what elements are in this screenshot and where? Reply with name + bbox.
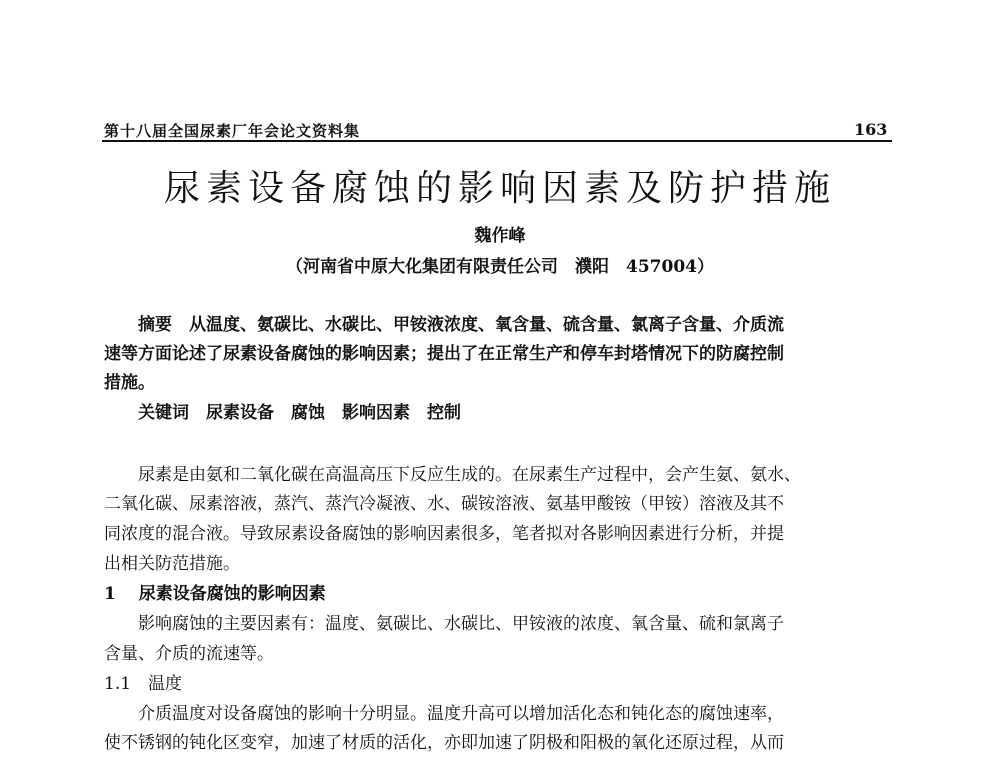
section1-line: 含量、介质的流速等。 [104, 644, 274, 664]
intro-line: 同浓度的混合液。导致尿素设备腐蚀的影响因素很多，笔者拟对各影响因素进行分析，并提 [104, 524, 784, 544]
paper-title: 尿素设备腐蚀的影响因素及防护措施 [163, 168, 836, 209]
section1-line: 影响腐蚀的主要因素有：温度、氨碳比、水碳比、甲铵液的浓度、氧含量、硫和氯离子 [104, 614, 784, 634]
header-rule [102, 140, 892, 142]
section11-line: 介质温度对设备腐蚀的影响十分明显。温度升高可以增加活化态和钝化态的腐蚀速率， [104, 704, 784, 724]
running-header-journal: 第十八届全国尿素厂年会论文资料集 [104, 122, 361, 140]
intro-line: 二氧化碳、尿素溶液，蒸汽、蒸汽冷凝液、水、碳铵溶液、氨基甲酸铵（甲铵）溶液及其不 [104, 494, 784, 514]
intro-line: 出相关防范措施。 [104, 554, 240, 574]
keywords-line: 关键词 尿素设备 腐蚀 影响因素 控制 [104, 403, 461, 423]
abstract-line: 速等方面论述了尿素设备腐蚀的影响因素；提出了在正常生产和停车封塔情况下的防腐控制 [104, 344, 784, 364]
author-affiliation: （河南省中原大化集团有限责任公司 濮阳 457004） [286, 257, 714, 277]
section-heading-1: 1 尿素设备腐蚀的影响因素 [104, 584, 326, 604]
intro-line: 尿素是由氨和二氧化碳在高温高压下反应生成的。在尿素生产过程中，会产生氨、氨水、 [104, 465, 801, 485]
abstract-line: 措施。 [104, 373, 155, 393]
section-heading-1-1: 1.1 温度 [104, 674, 183, 694]
author-name: 魏作峰 [474, 226, 526, 246]
page-number: 163 [854, 120, 888, 139]
section11-line: 使不锈钢的钝化区变窄，加速了材质的活化，亦即加速了阴极和阳极的氧化还原过程，从而 [104, 733, 784, 753]
abstract-line: 摘要 从温度、氨碳比、水碳比、甲铵液浓度、氧含量、硫含量、氯离子含量、介质流 [104, 315, 784, 335]
